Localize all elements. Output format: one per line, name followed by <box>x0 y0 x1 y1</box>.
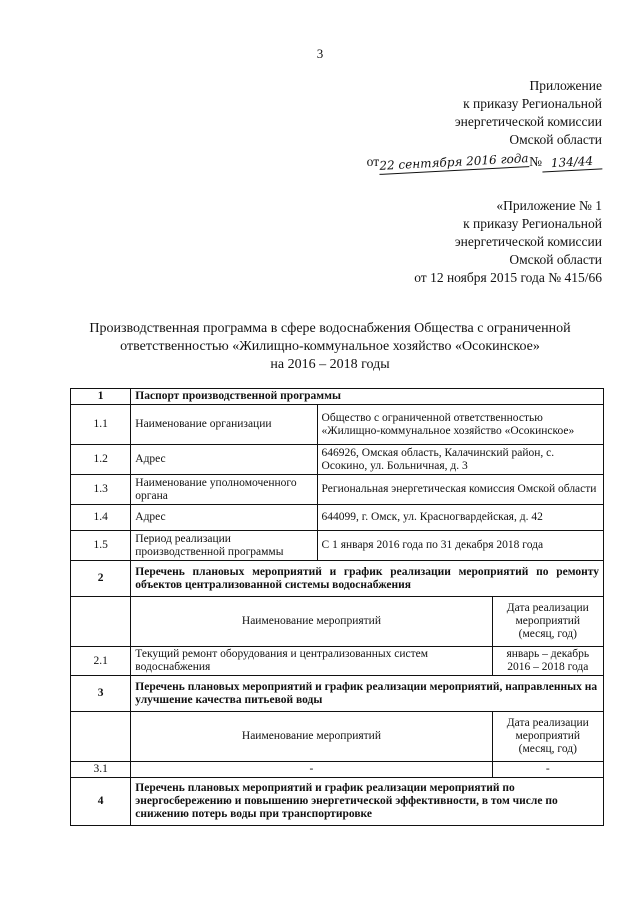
section-row <box>71 676 604 712</box>
row-label: Адрес <box>131 505 317 531</box>
table-row <box>71 647 604 676</box>
column-header-date: Дата реализации мероприятий (месяц, год) <box>492 597 603 647</box>
table-row <box>71 762 604 778</box>
row-value: Общество с ограниченной ответственностью «Жилищно-коммунальное хозяйство «Осокинское» <box>317 405 603 445</box>
row-number: 1.1 <box>71 405 131 445</box>
section-number: 1 <box>71 389 131 405</box>
row-value: Региональная энергетическая комиссия Омской области <box>317 475 603 505</box>
table-row <box>71 505 604 531</box>
annex-line: «Приложение № 1 <box>496 198 602 213</box>
section-number: 2 <box>71 561 131 597</box>
row-number: 1.3 <box>71 475 131 505</box>
table-row <box>71 475 604 505</box>
document-title <box>60 320 600 374</box>
annex-line: энергетической комиссии <box>454 114 602 129</box>
empty-cell <box>71 597 131 647</box>
row-number: 1.4 <box>71 505 131 531</box>
event-date: - <box>492 762 603 778</box>
row-number: 2.1 <box>71 647 131 676</box>
section-title: Перечень плановых мероприятий и график реализации мероприятий по энергосбережению и повышению энергетической эффективности, в том числе по снижению потерь воды при транспортировке <box>131 778 604 826</box>
header-row <box>71 597 604 647</box>
row-number: 1.5 <box>71 531 131 561</box>
row-number: 1.2 <box>71 445 131 475</box>
page-number: 3 <box>316 46 324 61</box>
annex-block <box>367 77 602 171</box>
quoted-annex-block <box>414 197 602 287</box>
annex-line: от 12 ноября 2015 года № 415/66 <box>414 270 602 285</box>
title-line: на 2016 – 2018 годы <box>270 357 390 372</box>
table-row <box>71 405 604 445</box>
row-value: С 1 января 2016 года по 31 декабря 2018 года <box>317 531 603 561</box>
row-label: Период реализации производственной программы <box>131 531 317 561</box>
section-title: Перечень плановых мероприятий и график реализации мероприятий по ремонту объектов централизованной системы водоснабжения <box>131 561 604 597</box>
handwritten-number: 134/44 <box>542 153 603 172</box>
annex-line: Омской области <box>509 252 602 267</box>
section-title: Перечень плановых мероприятий и график реализации мероприятий, направленных на улучшение качества питьевой воды <box>131 676 604 712</box>
title-line: Производственная программа в сфере водоснабжения Общества с ограниченной <box>89 321 571 336</box>
handwritten-date: 22 сентября 2016 года <box>379 151 530 175</box>
section-row <box>71 561 604 597</box>
annex-line: энергетической комиссии <box>454 234 602 249</box>
row-label: Наименование уполномоченного органа <box>131 475 317 505</box>
column-header-date: Дата реализации мероприятий (месяц, год) <box>492 712 603 762</box>
section-title: Паспорт производственной программы <box>131 389 604 405</box>
order-reference <box>367 153 602 171</box>
row-label: Наименование организации <box>131 405 317 445</box>
annex-line: к приказу Региональной <box>463 96 602 111</box>
column-header-name: Наименование мероприятий <box>131 712 492 762</box>
title-line: ответственностью «Жилищно-коммунальное хозяйство «Осокинское» <box>120 339 540 354</box>
annex-line: к приказу Региональной <box>463 216 602 231</box>
row-label: Адрес <box>131 445 317 475</box>
annex-line: Приложение <box>529 78 602 93</box>
table-row <box>71 531 604 561</box>
table-row <box>71 445 604 475</box>
event-name: - <box>131 762 492 778</box>
event-name: Текущий ремонт оборудования и централизованных систем водоснабжения <box>131 647 492 676</box>
event-date: январь – декабрь 2016 – 2018 года <box>492 647 603 676</box>
row-value: 644099, г. Омск, ул. Красногвардейская, д. 42 <box>317 505 603 531</box>
column-header-name: Наименование мероприятий <box>131 597 492 647</box>
order-prefix: от <box>366 154 380 169</box>
header-row <box>71 712 604 762</box>
section-row <box>71 389 604 405</box>
program-table <box>70 388 604 826</box>
annex-line: Омской области <box>509 132 602 147</box>
section-row <box>71 778 604 826</box>
row-number: 3.1 <box>71 762 131 778</box>
empty-cell <box>71 712 131 762</box>
section-number: 4 <box>71 778 131 826</box>
order-number-label: № <box>529 154 542 169</box>
section-number: 3 <box>71 676 131 712</box>
row-value: 646926, Омская область, Калачинский район, с. Осокино, ул. Больничная, д. 3 <box>317 445 603 475</box>
